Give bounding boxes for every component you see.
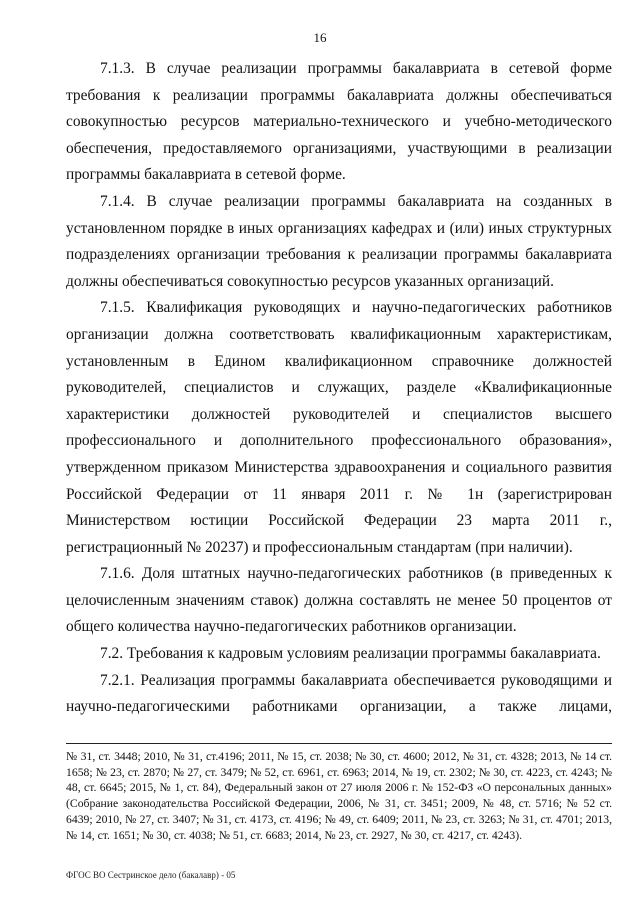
- paragraph-7-1-5: 7.1.5. Квалификация руководящих и научно-педагогических работников организации должна соответствовать квалификационным характеристикам, установленным в Едином квалификационном справочнике должностей руководителей, специалистов и служащих, разделе «Квалификационные характеристики должностей руководителей и специалистов высшего профессионального и дополнительного профессионального образования», утвержденном приказом Министерства здравоохранения и социального развития Российской Федерации от 11 января 2011 г. № 1н (зарегистрирован Министерством юстиции Российской Федерации 23 марта 2011 г., регистрационный № 20237) и профессиональным стандартам (при наличии).: [66, 299, 612, 556]
- paragraph-7-1-3: 7.1.3. В случае реализации программы бакалавриата в сетевой форме требования к реализации программы бакалавриата должны обеспечиваться совокупностью ресурсов материально-технического и учебно-методического обеспечения, предоставляемого организациями, участвующими в реализации программы бакалавриата в сетевой форме.: [66, 60, 612, 184]
- paragraph-7-1-6: 7.1.6. Доля штатных научно-педагогических работников (в приведенных к целочисленным значениям ставок) должна составлять не менее 50 процентов от общего количества научно-педагогических работников организации.: [66, 565, 612, 636]
- page-number: 16: [313, 30, 327, 45]
- paragraph-7-2: 7.2. Требования к кадровым условиям реализации программы бакалавриата.: [100, 645, 601, 663]
- footnote-divider: [66, 743, 612, 744]
- footnote-text: № 31, ст. 3448; 2010, № 31, ст.4196; 2011, № 15, ст. 2038; № 30, ст. 4600; 2012, № 31, ст. 4328; 2013, № 14 ст. 1658; № 23, ст. 2870; № 27, ст. 3479; № 52, ст. 6961, ст. 6963; 2014, № 19, ст. 2302; № 30, ст. 4223, ст. 4243; № 48, ст. 6645; 2015, № 1, ст. 84), Федеральный закон от 27 июля 2006 г. № 152-ФЗ «О персональных данных» (Собрание законодательства Российской Федерации, 2006, № 31, ст. 3451; 2009, № 48, ст. 5716; № 52 ст. 6439; 2010, № 27, ст. 3407; № 31, ст. 4173, ст. 4196; № 49, ст. 6409; 2011, № 23, ст. 3263; № 31, ст. 4701; 2013, № 14, ст. 1651; № 30, ст. 4038; № 51, ст. 6683; 2014, № 23, ст. 2927, № 30, ст. 4217, ст. 4243).: [66, 750, 612, 842]
- footer-document-code: ФГОС ВО Сестринское дело (бакалавр) - 05: [66, 870, 236, 880]
- body-text: [66, 56, 612, 721]
- paragraph-7-2-1: 7.2.1. Реализация программы бакалавриата обеспечивается руководящими и научно-педагогическими работниками организации, а также лицами,: [66, 671, 612, 716]
- paragraph-7-1-4: 7.1.4. В случае реализации программы бакалавриата на созданных в установленном порядке в иных организациях кафедрах и (или) иных структурных подразделениях организации требования к реализации программы бакалавриата должны обеспечиваться совокупностью ресурсов указанных организаций.: [66, 192, 612, 290]
